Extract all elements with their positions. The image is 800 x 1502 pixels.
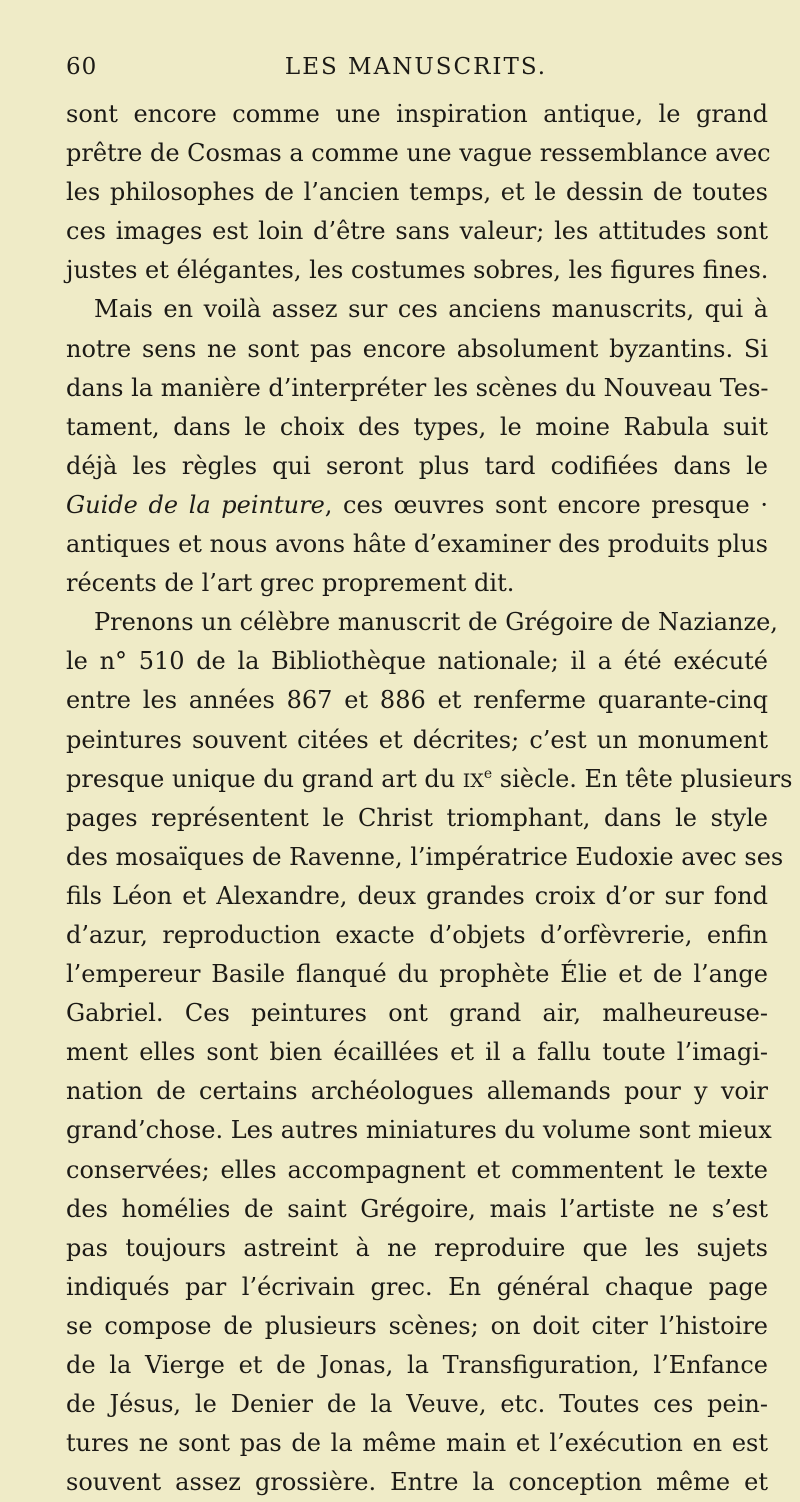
text-segment: siècle. En tête plusieurs	[492, 764, 793, 793]
text-line: conservées; elles accompagnent et commentent le texte	[66, 1155, 768, 1184]
text-line: justes et élégantes, les costumes sobres, les figures fines.	[66, 256, 769, 285]
text-line: des homélies de saint Grégoire, mais l’artiste ne s’est	[66, 1194, 768, 1223]
text-line: les philosophes de l’ancien temps, et le dessin de toutes	[66, 178, 768, 207]
text-line: antiques et nous avons hâte d’examiner des produits plus	[66, 530, 768, 559]
roman-numeral: IX	[462, 769, 484, 792]
text-line: tures ne sont pas de la même main et l’exécution en est	[66, 1429, 768, 1458]
text-line	[66, 486, 768, 525]
text-line: souvent assez grossière. Entre la conception même et	[66, 1468, 768, 1497]
text-line	[66, 760, 793, 799]
page-number: 60	[66, 54, 98, 80]
text-line: pages représentent le Christ triomphant, dans le style	[66, 803, 768, 832]
superscript: e	[483, 765, 493, 782]
text-line: d’azur, reproduction exacte d’objets d’orfèvrerie, enfin	[66, 920, 768, 949]
text-line: grand’chose. Les autres miniatures du volume sont mieux	[66, 1116, 772, 1145]
text-line: récents de l’art grec proprement dit.	[66, 569, 515, 598]
text-line: fils Léon et Alexandre, deux grandes croix d’or sur fond	[66, 881, 768, 910]
text-line: Mais en voilà assez sur ces anciens manuscrits, qui à	[94, 295, 768, 324]
running-title: LES MANUSCRITS.	[284, 54, 548, 80]
text-line: pas toujours astreint à ne reproduire que les sujets	[66, 1233, 768, 1262]
text-line: notre sens ne sont pas encore absolument byzantins. Si	[66, 334, 768, 363]
text-line: prêtre de Cosmas a comme une vague ressemblance avec	[66, 139, 771, 168]
text-line: Gabriel. Ces peintures ont grand air, malheureuse-	[66, 999, 768, 1028]
text-line: le n° 510 de la Bibliothèque nationale; il a été exécuté	[66, 647, 768, 676]
text-line: nation de certains archéologues allemands pour y voir	[66, 1077, 768, 1106]
text-line: entre les années 867 et 886 et renferme quarante-cinq	[66, 686, 768, 715]
text-line: des mosaïques de Ravenne, l’impératrice Eudoxie avec ses	[66, 842, 784, 871]
text-line: Prenons un célèbre manuscrit de Grégoire de Nazianze,	[94, 608, 778, 637]
text-line: déjà les règles qui seront plus tard codifiées dans le	[66, 451, 768, 480]
text-line: peintures souvent citées et décrites; c’est un monument	[66, 725, 768, 754]
text-line: se compose de plusieurs scènes; on doit citer l’histoire	[66, 1311, 768, 1340]
text-line: indiqués par l’écrivain grec. En général chaque page	[66, 1272, 768, 1301]
text-segment: , ces œuvres sont encore presque ·	[324, 490, 768, 519]
text-line: tament, dans le choix des types, le moine Rabula suit	[66, 412, 768, 441]
text-line: ces images est loin d’être sans valeur; les attitudes sont	[66, 217, 768, 246]
page-header	[66, 54, 766, 90]
text-line: ment elles sont bien écaillées et il a fallu toute l’imagi-	[66, 1038, 768, 1067]
body-text	[66, 95, 793, 1502]
text-line: de Jésus, le Denier de la Veuve, etc. Toutes ces pein-	[66, 1390, 768, 1419]
text-line: de la Vierge et de Jonas, la Transfiguration, l’Enfance	[66, 1351, 768, 1379]
text-segment: presque unique du grand art du	[66, 764, 463, 793]
text-line: l’empereur Basile flanqué du prophète Élie et de l’ange	[66, 960, 768, 989]
text-line: dans la manière d’interpréter les scènes du Nouveau Tes-	[66, 373, 769, 402]
text-line: sont encore comme une inspiration antique, le grand	[66, 100, 768, 128]
italic-title: Guide de la peinture	[66, 490, 325, 519]
